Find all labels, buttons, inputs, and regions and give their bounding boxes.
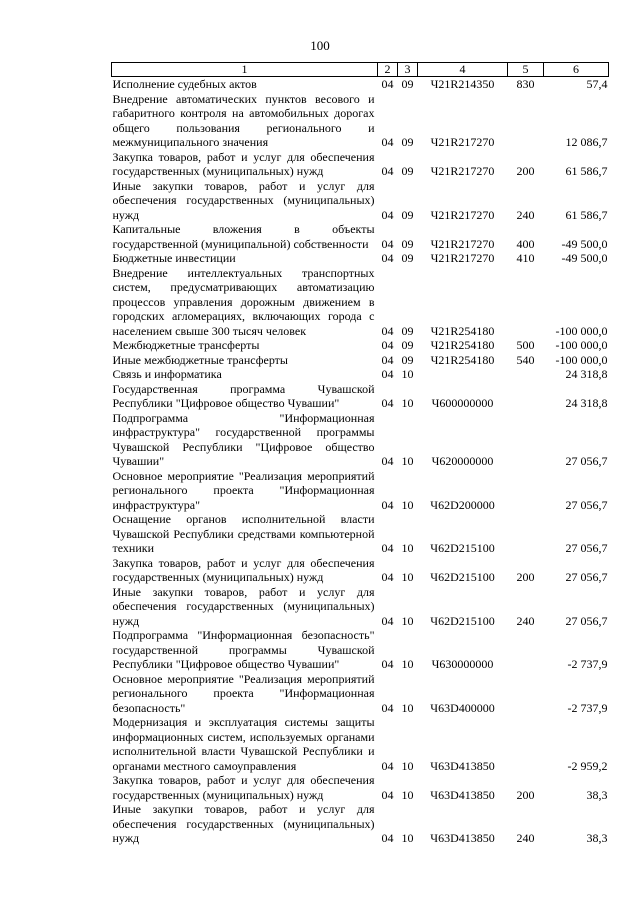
- row-amount: -49 500,0: [561, 236, 608, 251]
- row-section: 04: [381, 77, 394, 91]
- row-target-code: Ч21R217270: [430, 251, 495, 265]
- row-name: Подпрограмма "Информационная инфраструктура" государственной программы Чувашской Республики "Цифровое общество Чувашии": [112, 410, 375, 468]
- row-expense-type: [508, 92, 544, 150]
- row-amount: 27 056,7: [565, 454, 608, 468]
- row-expense-type: 240: [516, 207, 535, 222]
- row-section: 04: [381, 787, 394, 802]
- row-amount: 38,3: [586, 787, 608, 802]
- row-subsection: 10: [401, 787, 414, 802]
- row-name: Основное мероприятие "Реализация мероприятий регионального проекта "Информационная инфраструктура": [112, 468, 375, 512]
- row-name: Модернизация и эксплуатация системы защиты информационных систем, используемых органами исполнительной власти Чувашской Республики и органами местного самоуправления: [112, 715, 375, 773]
- row-section: 04: [381, 657, 394, 671]
- table-header-row: [112, 63, 609, 77]
- table-row: [112, 338, 609, 353]
- row-section: 04: [381, 367, 394, 381]
- row-subsection: 10: [401, 758, 414, 773]
- row-section: 04: [381, 758, 394, 773]
- row-section: 04: [381, 396, 394, 410]
- row-amount: 38,3: [586, 831, 608, 845]
- row-subsection: 09: [401, 164, 414, 178]
- row-target-code: Ч620000000: [431, 454, 494, 468]
- row-subsection: 10: [401, 497, 414, 512]
- row-target-code: Ч21R214350: [430, 77, 495, 91]
- row-target-code: Ч62D200000: [430, 497, 495, 512]
- row-name: Иные закупки товаров, работ и услуг для обеспечения государственных (муниципальных) нужд: [112, 802, 375, 845]
- row-section: 04: [381, 164, 394, 178]
- row-subsection: 09: [401, 207, 414, 222]
- row-amount: 27 056,7: [565, 541, 608, 555]
- row-expense-type: [508, 367, 544, 382]
- row-name: Подпрограмма "Информационная безопасность" государственной программы Чувашской Республики "Цифровое общество Чувашии": [112, 628, 375, 671]
- row-amount: -100 000,0: [555, 352, 608, 367]
- row-amount: -100 000,0: [555, 323, 608, 338]
- column-header-4: 4: [418, 63, 508, 77]
- row-name: Оснащение органов исполнительной власти Чувашской Республики средствами компьютерной техники: [112, 512, 375, 555]
- row-expense-type: 200: [516, 164, 535, 178]
- row-name: Бюджетные инвестиции: [112, 251, 236, 265]
- table-row: [112, 802, 609, 846]
- row-expense-type: 200: [516, 570, 535, 584]
- column-header-1: 1: [112, 63, 378, 77]
- row-amount: 61 586,7: [565, 207, 608, 222]
- row-subsection: 09: [401, 236, 414, 251]
- row-target-code: Ч21R254180: [430, 323, 495, 338]
- row-target-code: Ч63D413850: [430, 787, 495, 802]
- row-target-code: Ч62D215100: [430, 541, 495, 555]
- row-target-code: Ч62D215100: [430, 570, 495, 584]
- row-amount: -2 737,9: [567, 657, 608, 671]
- row-subsection: 10: [401, 657, 414, 671]
- column-header-2: 2: [378, 63, 398, 77]
- row-target-code: Ч21R217270: [430, 236, 495, 251]
- row-amount: 24 318,8: [565, 367, 608, 381]
- row-section: 04: [381, 541, 394, 555]
- row-amount: 27 056,7: [565, 613, 608, 628]
- table-row: [112, 150, 609, 179]
- row-expense-type: [508, 512, 544, 556]
- row-subsection: 09: [401, 352, 414, 367]
- column-header-6: 6: [544, 63, 609, 77]
- table-row: [112, 77, 609, 92]
- row-subsection: 10: [401, 367, 414, 381]
- row-amount: 57,4: [586, 77, 608, 91]
- table-row: [112, 556, 609, 585]
- row-subsection: 10: [401, 396, 414, 410]
- column-header-5: 5: [508, 63, 544, 77]
- table-row: [112, 266, 609, 339]
- row-subsection: 10: [401, 831, 414, 845]
- row-name: Внедрение автоматических пунктов весового и габаритного контроля на автомобильных дорогах общего пользования регионального и межмуниципального значения: [112, 91, 375, 149]
- row-amount: -2 737,9: [567, 700, 608, 715]
- row-amount: -49 500,0: [561, 251, 608, 265]
- row-subsection: 09: [401, 323, 414, 338]
- row-amount: 24 318,8: [565, 396, 608, 410]
- row-expense-type: [508, 715, 544, 773]
- row-subsection: 10: [401, 454, 414, 468]
- row-name: Закупка товаров, работ и услуг для обеспечения государственных (муниципальных) нужд: [112, 149, 375, 178]
- row-section: 04: [381, 251, 394, 265]
- row-expense-type: 200: [516, 787, 535, 802]
- row-expense-type: [508, 469, 544, 513]
- row-name: Основное мероприятие "Реализация мероприятий регионального проекта "Информационная безопасность": [112, 671, 375, 715]
- row-expense-type: [508, 382, 544, 411]
- row-section: 04: [381, 454, 394, 468]
- row-amount: 27 056,7: [565, 497, 608, 512]
- row-target-code: Ч63D400000: [430, 700, 495, 715]
- row-name: Иные закупки товаров, работ и услуг для обеспечения государственных (муниципальных) нужд: [112, 584, 375, 628]
- row-section: 04: [381, 497, 394, 512]
- row-expense-type: 400: [516, 236, 535, 251]
- row-name: Закупка товаров, работ и услуг для обеспечения государственных (муниципальных) нужд: [112, 773, 375, 802]
- row-amount: -100 000,0: [555, 338, 608, 352]
- table-row: [112, 411, 609, 469]
- row-section: 04: [381, 207, 394, 222]
- table-row: [112, 382, 609, 411]
- row-target-code: Ч63D413850: [430, 831, 495, 845]
- row-target-code: Ч600000000: [431, 396, 494, 410]
- row-expense-type: 830: [516, 77, 535, 91]
- row-name: Внедрение интеллектуальных транспортных систем, предусматривающих автоматизацию процессов управления дорожным движением в городских агломерациях, включающих города с населением свыше 300 тысяч человек: [112, 265, 375, 338]
- row-section: 04: [381, 570, 394, 584]
- row-expense-type: [508, 411, 544, 469]
- row-subsection: 10: [401, 541, 414, 555]
- row-target-code: Ч630000000: [431, 657, 494, 671]
- table-row: [112, 222, 609, 251]
- row-subsection: 10: [401, 700, 414, 715]
- table-row: [112, 179, 609, 223]
- row-expense-type: [508, 266, 544, 339]
- row-expense-type: 240: [516, 831, 535, 845]
- row-name: Государственная программа Чувашской Республики "Цифровое общество Чувашии": [112, 381, 375, 410]
- table-row: [112, 367, 609, 382]
- row-section: 04: [381, 352, 394, 367]
- row-section: 04: [381, 135, 394, 149]
- row-expense-type: 540: [516, 352, 535, 367]
- row-amount: 61 586,7: [565, 164, 608, 178]
- row-name: Иные межбюджетные трансферты: [112, 352, 288, 367]
- row-subsection: 09: [401, 338, 414, 352]
- row-expense-type: 240: [516, 613, 535, 628]
- row-section: 04: [381, 700, 394, 715]
- table-row: [112, 512, 609, 556]
- row-subsection: 10: [401, 613, 414, 628]
- row-subsection: 10: [401, 570, 414, 584]
- table-row: [112, 628, 609, 672]
- table-row: [112, 672, 609, 716]
- row-section: 04: [381, 323, 394, 338]
- row-expense-type: 500: [516, 338, 535, 352]
- table-row: [112, 715, 609, 773]
- row-target-code: Ч21R217270: [430, 135, 495, 149]
- row-target-code: Ч62D215100: [430, 613, 495, 628]
- row-target-code: Ч63D413850: [430, 758, 495, 773]
- row-expense-type: [508, 628, 544, 672]
- row-name: Связь и информатика: [112, 367, 222, 381]
- row-section: 04: [381, 236, 394, 251]
- table-row: [112, 92, 609, 150]
- table-row: [112, 469, 609, 513]
- column-header-3: 3: [398, 63, 418, 77]
- row-amount: -2 959,2: [567, 758, 608, 773]
- table-body: [112, 77, 609, 846]
- row-name: Иные закупки товаров, работ и услуг для обеспечения государственных (муниципальных) нужд: [112, 178, 375, 222]
- row-subsection: 09: [401, 135, 414, 149]
- row-name: Капитальные вложения в объекты государственной (муниципальной) собственности: [112, 222, 375, 251]
- row-name: Исполнение судебных актов: [112, 77, 257, 91]
- row-subsection: 09: [401, 77, 414, 91]
- row-section: 04: [381, 831, 394, 845]
- row-amount: 12 086,7: [565, 135, 608, 149]
- row-target-code: Ч21R254180: [430, 338, 495, 352]
- table-row: [112, 585, 609, 629]
- row-amount: 27 056,7: [565, 570, 608, 584]
- row-target-code: [418, 367, 508, 382]
- budget-table: [111, 62, 609, 846]
- row-subsection: 09: [401, 251, 414, 265]
- row-expense-type: [508, 672, 544, 716]
- table-row: [112, 773, 609, 802]
- row-section: 04: [381, 613, 394, 628]
- row-target-code: Ч21R217270: [430, 164, 495, 178]
- table-row: [112, 251, 609, 266]
- page-number: 100: [310, 38, 330, 53]
- table-row: [112, 353, 609, 368]
- row-name: Межбюджетные трансферты: [112, 338, 260, 352]
- row-name: Закупка товаров, работ и услуг для обеспечения государственных (муниципальных) нужд: [112, 555, 375, 584]
- row-target-code: Ч21R217270: [430, 207, 495, 222]
- row-target-code: Ч21R254180: [430, 352, 495, 367]
- row-section: 04: [381, 338, 394, 352]
- row-expense-type: 410: [516, 251, 535, 265]
